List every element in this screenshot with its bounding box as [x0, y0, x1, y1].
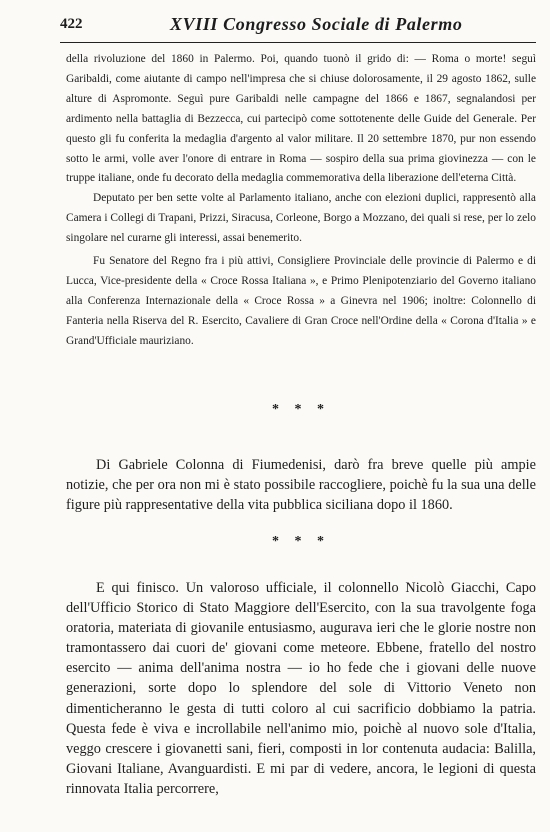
biography-paragraph-2: Deputato per ben sette volte al Parlamento italiano, anche con elezioni duplici, rappresentò alla Camera i Collegi di Trapani, Prizzi, Siracusa, Corleone, Borgo a Mozzano, dei quali si rese, per lo zelo singolare nel curarne gli interessi, assai benemerito. [66, 192, 536, 245]
section-separator-1: * * * [272, 402, 330, 417]
biography-paragraph-3: Fu Senatore del Regno fra i più attivi, Consigliere Provinciale delle provincie di Palermo e di Lucca, Vice-presidente della « Croce Rossa Italiana », e Primo Plenipotenziario del Governo italiano alla Conferenza Internazionale della « Croce Rossa » a Ginevra nel 1906; inoltre: Colonnello di Fanteria nella Riserva del R. Esercito, Cavaliere di Gran Croce nell'Ordine della « Corona d'Italia » e Grand'Ufficiale mauriziano. [66, 255, 536, 347]
colonna-section [66, 455, 536, 515]
closing-section [66, 578, 536, 799]
closing-paragraph: E qui finisco. Un valoroso ufficiale, il colonnello Nicolò Giacchi, Capo dell'Ufficio Storico di Stato Maggiore dell'Esercito, con la sua travolgente foga oratoria, materiata di giovanile entusiasmo, augurava ieri che le glorie nostre non tramontassero dai cuori de' giovani come meteore. Ebbene, fratello del nostro esercito — anima dell'anima nostra — io ho fede che i giovani delle nuove generazioni, sorte dopo lo splendore del sole di Vittorio Veneto non dimenticheranno le gesta di tutti coloro al cui sacrificio dobbiamo la patria. Questa fede è viva e incrollabile nell'animo mio, poichè al nuovo sole d'Italia, veggo crescere i giovanetti sani, fieri, composti in lor contenuta audacia: Balilla, Giovani Italiane, Avanguardisti. E mi par di vedere, ancora, le legioni di questa rinnovata Italia percorrere, [66, 580, 536, 797]
page-number: 422 [60, 16, 83, 32]
biography-section [66, 50, 536, 352]
colonna-paragraph: Di Gabriele Colonna di Fiumedenisi, darò fra breve quelle più ampie notizie, che per ora non mi è stato possibile raccogliere, poichè fu la sua una delle figure più rappresentative della vita pubblica siciliana dopo il 1860. [66, 457, 536, 514]
biography-paragraph-1: della rivoluzione del 1860 in Palermo. Poi, quando tuonò il grido di: — Roma o morte! seguì Garibaldi, come aiutante di campo nell'impresa che si chiuse dolorosamente, il 29 agosto 1862, sulle alture di Aspromonte. Seguì pure Garibaldi nelle campagne del 1866 e 1867, segnalandosi per ardimento nella battaglia di Bezzecca, cui partecipò come sottotenente delle Guide del Generale. Per questo gli fu conferita la medaglia d'argento al valor militare. Il 20 settembre 1870, pur non essendo sotto le armi, volle aver l'onore di entrare in Roma — sospiro della sua prima giovinezza — con le truppe italiane, onde fu decorato della medaglia commemorativa della liberazione dell'eterna Città. [66, 53, 536, 185]
section-separator-2: * * * [272, 534, 330, 549]
page-header [60, 14, 536, 43]
running-title: XVIII Congresso Sociale di Palermo [170, 14, 463, 34]
